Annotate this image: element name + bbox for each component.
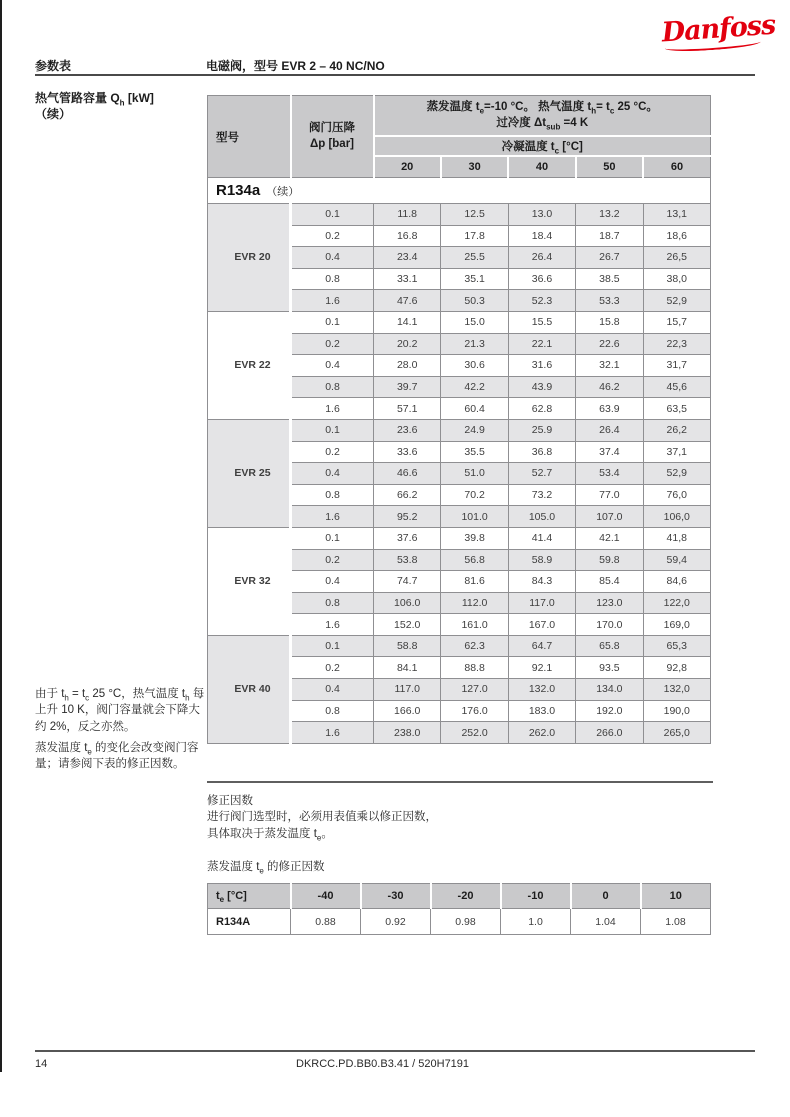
capacity-value: 37,1 <box>643 441 710 463</box>
column-header-pressure-drop <box>291 96 374 178</box>
capacity-title-line1: 热气管路容量 $Q_h$ [kW] <box>35 91 154 108</box>
capacity-value: 107.0 <box>576 506 643 528</box>
correction-factor: 0.92 <box>361 909 431 935</box>
capacity-value: 15,7 <box>643 311 710 333</box>
capacity-value: 132,0 <box>643 679 710 701</box>
capacity-value: 56.8 <box>441 549 508 571</box>
pressure-drop-value: 0.4 <box>291 679 374 701</box>
conditions-banner <box>374 96 711 136</box>
condensing-temp-30: 30 <box>441 156 508 178</box>
capacity-value: 183.0 <box>508 700 575 722</box>
capacity-row <box>208 204 711 226</box>
capacity-value: 70.2 <box>441 484 508 506</box>
footer-doc-number: DKRCC.PD.BB0.B3.41 / 520H7191 <box>296 1058 470 1070</box>
page-title: 电磁阀，型号 EVR 2 – 40 NC/NO <box>206 59 385 73</box>
capacity-value: 176.0 <box>441 700 508 722</box>
capacity-value: 192.0 <box>576 700 643 722</box>
capacity-value: 84.1 <box>374 657 441 679</box>
capacity-value: 53.3 <box>576 290 643 312</box>
capacity-value: 21.3 <box>441 333 508 355</box>
capacity-value: 65.8 <box>576 635 643 657</box>
correction-temp-10: 10 <box>641 884 711 909</box>
capacity-value: 134.0 <box>576 679 643 701</box>
capacity-value: 20.2 <box>374 333 441 355</box>
capacity-value: 84,6 <box>643 571 710 593</box>
capacity-value: 127.0 <box>441 679 508 701</box>
capacity-value: 37.4 <box>576 441 643 463</box>
capacity-value: 60.4 <box>441 398 508 420</box>
capacity-value: 93.5 <box>576 657 643 679</box>
capacity-value: 35.5 <box>441 441 508 463</box>
pressure-drop-value: 1.6 <box>291 614 374 636</box>
capacity-value: 52,9 <box>643 463 710 485</box>
pressure-drop-value: 1.6 <box>291 290 374 312</box>
capacity-value: 18,6 <box>643 225 710 247</box>
capacity-value: 117.0 <box>508 592 575 614</box>
capacity-value: 39.7 <box>374 376 441 398</box>
correction-factor: 1.08 <box>641 909 711 935</box>
correction-factor: 1.0 <box>501 909 571 935</box>
correction-factor: 1.04 <box>571 909 641 935</box>
capacity-value: 15.5 <box>508 311 575 333</box>
danfoss-logo <box>660 9 777 60</box>
capacity-value: 47.6 <box>374 290 441 312</box>
pressure-drop-value: 0.2 <box>291 549 374 571</box>
capacity-value: 53.4 <box>576 463 643 485</box>
capacity-value: 152.0 <box>374 614 441 636</box>
capacity-value: 53.8 <box>374 549 441 571</box>
footer-rule <box>35 1050 755 1052</box>
condensing-temp-50: 50 <box>576 156 643 178</box>
correction-temp--10: -10 <box>501 884 571 909</box>
capacity-value: 13.0 <box>508 204 575 226</box>
capacity-value: 41,8 <box>643 527 710 549</box>
pressure-drop-value: 0.1 <box>291 204 374 226</box>
capacity-value: 64.7 <box>508 635 575 657</box>
correction-table <box>207 883 711 935</box>
capacity-value: 74.7 <box>374 571 441 593</box>
column-header-model: 型号 <box>208 96 291 178</box>
pressure-drop-value: 0.8 <box>291 592 374 614</box>
capacity-value: 11.8 <box>374 204 441 226</box>
capacity-value: 39.8 <box>441 527 508 549</box>
capacity-value: 26,2 <box>643 419 710 441</box>
capacity-row <box>208 311 711 333</box>
capacity-value: 25.5 <box>441 247 508 269</box>
capacity-value: 52.3 <box>508 290 575 312</box>
pressure-drop-value: 0.4 <box>291 463 374 485</box>
capacity-value: 14.1 <box>374 311 441 333</box>
capacity-notes <box>35 686 209 773</box>
capacity-value: 170.0 <box>576 614 643 636</box>
capacity-value: 36.6 <box>508 268 575 290</box>
capacity-value: 46.6 <box>374 463 441 485</box>
pressure-drop-value: 0.8 <box>291 700 374 722</box>
correction-intro-line1: 进行阀门选型时，必须用表值乘以修正因数， <box>207 811 437 824</box>
correction-temp-0: 0 <box>571 884 641 909</box>
model-name: EVR 32 <box>208 527 291 635</box>
capacity-value: 106,0 <box>643 506 710 528</box>
capacity-value: 238.0 <box>374 722 441 744</box>
capacity-value: 262.0 <box>508 722 575 744</box>
capacity-value: 65,3 <box>643 635 710 657</box>
conditions-banner-line1: 蒸发温度 $t_e=-10$ °C。 热气温度 $t_h= t_c$ 25 °C。 <box>426 101 658 116</box>
capacity-value: 12.5 <box>441 204 508 226</box>
capacity-value: 59.8 <box>576 549 643 571</box>
correction-factor: 0.98 <box>431 909 501 935</box>
pressure-drop-value: 1.6 <box>291 722 374 744</box>
capacity-value: 57.1 <box>374 398 441 420</box>
pressure-drop-value: 0.1 <box>291 419 374 441</box>
capacity-row <box>208 419 711 441</box>
capacity-value: 33.6 <box>374 441 441 463</box>
header-rule <box>35 74 755 76</box>
capacity-value: 28.0 <box>374 355 441 377</box>
capacity-value: 161.0 <box>441 614 508 636</box>
pressure-drop-value: 0.2 <box>291 657 374 679</box>
capacity-title-line2: （续） <box>35 107 72 122</box>
correction-row-r134a <box>208 909 711 935</box>
capacity-value: 36.8 <box>508 441 575 463</box>
capacity-value: 22.1 <box>508 333 575 355</box>
capacity-title <box>35 90 207 122</box>
correction-intro <box>207 793 437 842</box>
capacity-note-2: 蒸发温度 $t_e$ 的变化会改变阀门容量；请参阅下表的修正因数。 <box>35 741 199 771</box>
pressure-drop-value: 1.6 <box>291 506 374 528</box>
capacity-value: 132.0 <box>508 679 575 701</box>
pressure-drop-value: 0.4 <box>291 355 374 377</box>
capacity-value: 166.0 <box>374 700 441 722</box>
capacity-table <box>207 95 711 744</box>
capacity-value: 252.0 <box>441 722 508 744</box>
capacity-value: 31.6 <box>508 355 575 377</box>
pressure-drop-value: 0.8 <box>291 484 374 506</box>
capacity-value: 42.1 <box>576 527 643 549</box>
capacity-value: 62.8 <box>508 398 575 420</box>
condensing-temp-20: 20 <box>374 156 441 178</box>
capacity-value: 51.0 <box>441 463 508 485</box>
correction-temp--20: -20 <box>431 884 501 909</box>
capacity-value: 76,0 <box>643 484 710 506</box>
capacity-value: 105.0 <box>508 506 575 528</box>
correction-temp--40: -40 <box>291 884 361 909</box>
capacity-value: 52.7 <box>508 463 575 485</box>
capacity-value: 81.6 <box>441 571 508 593</box>
capacity-value: 122,0 <box>643 592 710 614</box>
capacity-value: 16.8 <box>374 225 441 247</box>
correction-factor: 0.88 <box>291 909 361 935</box>
correction-heading: 修正因数 <box>207 795 253 807</box>
capacity-value: 92.1 <box>508 657 575 679</box>
capacity-value: 45,6 <box>643 376 710 398</box>
capacity-value: 265,0 <box>643 722 710 744</box>
pressure-drop-value: 0.4 <box>291 247 374 269</box>
condensing-temp-60: 60 <box>643 156 710 178</box>
capacity-value: 33.1 <box>374 268 441 290</box>
capacity-value: 59,4 <box>643 549 710 571</box>
condensing-temp-40: 40 <box>508 156 575 178</box>
capacity-value: 26.4 <box>576 419 643 441</box>
model-name: EVR 20 <box>208 204 291 312</box>
capacity-value: 18.7 <box>576 225 643 247</box>
pressure-drop-value: 0.1 <box>291 635 374 657</box>
section-label: 参数表 <box>35 59 72 73</box>
capacity-value: 66.2 <box>374 484 441 506</box>
model-name: EVR 40 <box>208 635 291 743</box>
capacity-value: 50.3 <box>441 290 508 312</box>
capacity-value: 266.0 <box>576 722 643 744</box>
pressure-drop-value: 0.8 <box>291 376 374 398</box>
conditions-banner-line2: 过冷度 $\Delta t_{sub} =4$ K <box>496 117 589 132</box>
capacity-value: 37.6 <box>374 527 441 549</box>
capacity-value: 26.7 <box>576 247 643 269</box>
capacity-value: 169,0 <box>643 614 710 636</box>
capacity-note-1: 由于 $t_h = t_c$ 25 °C，热气温度 $t_h$ 每上升 10 K，阀门容量就会下降大约 2%，反之亦然。 <box>35 688 205 733</box>
capacity-row <box>208 635 711 657</box>
scan-edge-artifact <box>0 0 2 1072</box>
pressure-drop-label-line1: 阀门压降 <box>309 121 355 134</box>
model-name: EVR 25 <box>208 419 291 527</box>
capacity-value: 88.8 <box>441 657 508 679</box>
capacity-value: 42.2 <box>441 376 508 398</box>
footer-page-number: 14 <box>35 1058 48 1070</box>
capacity-value: 101.0 <box>441 506 508 528</box>
capacity-value: 62.3 <box>441 635 508 657</box>
capacity-value: 52,9 <box>643 290 710 312</box>
capacity-value: 17.8 <box>441 225 508 247</box>
condensing-temp-header: 冷凝温度 $t_c$ [°C] <box>374 136 711 156</box>
capacity-value: 190,0 <box>643 700 710 722</box>
capacity-value: 123.0 <box>576 592 643 614</box>
capacity-value: 58.8 <box>374 635 441 657</box>
pressure-drop-value: 1.6 <box>291 398 374 420</box>
capacity-value: 73.2 <box>508 484 575 506</box>
correction-row-label: R134A <box>208 909 291 935</box>
capacity-value: 167.0 <box>508 614 575 636</box>
pressure-drop-value: 0.4 <box>291 571 374 593</box>
model-name: EVR 22 <box>208 311 291 419</box>
capacity-value: 117.0 <box>374 679 441 701</box>
capacity-value: 38,0 <box>643 268 710 290</box>
pressure-drop-value: 0.2 <box>291 225 374 247</box>
capacity-value: 15.8 <box>576 311 643 333</box>
correction-temp--30: -30 <box>361 884 431 909</box>
capacity-value: 84.3 <box>508 571 575 593</box>
capacity-value: 18.4 <box>508 225 575 247</box>
capacity-table-body <box>208 204 711 744</box>
pressure-drop-value: 0.8 <box>291 268 374 290</box>
pressure-drop-value: 0.1 <box>291 527 374 549</box>
refrigerant-section-header <box>208 178 711 204</box>
capacity-value: 13.2 <box>576 204 643 226</box>
capacity-value: 13,1 <box>643 204 710 226</box>
capacity-value: 63,5 <box>643 398 710 420</box>
capacity-value: 32.1 <box>576 355 643 377</box>
capacity-value: 22,3 <box>643 333 710 355</box>
capacity-value: 46.2 <box>576 376 643 398</box>
capacity-value: 35.1 <box>441 268 508 290</box>
capacity-value: 112.0 <box>441 592 508 614</box>
correction-header-te: $t_e$ [°C] <box>208 884 291 909</box>
capacity-value: 26,5 <box>643 247 710 269</box>
capacity-value: 58.9 <box>508 549 575 571</box>
capacity-value: 85.4 <box>576 571 643 593</box>
refrigerant-continued-suffix: （续） <box>266 186 300 198</box>
pressure-drop-value: 0.1 <box>291 311 374 333</box>
pressure-drop-label-line2: Δp [bar] <box>309 137 355 150</box>
capacity-value: 26.4 <box>508 247 575 269</box>
capacity-value: 106.0 <box>374 592 441 614</box>
pressure-drop-value: 0.2 <box>291 441 374 463</box>
pressure-drop-value: 0.2 <box>291 333 374 355</box>
capacity-value: 31,7 <box>643 355 710 377</box>
capacity-value: 30.6 <box>441 355 508 377</box>
capacity-value: 92,8 <box>643 657 710 679</box>
refrigerant-name: R134a <box>216 182 261 199</box>
capacity-value: 38.5 <box>576 268 643 290</box>
capacity-value: 23.6 <box>374 419 441 441</box>
correction-table-title: 蒸发温度 $t_e$ 的修正因数 <box>207 861 325 876</box>
capacity-value: 15.0 <box>441 311 508 333</box>
capacity-value: 63.9 <box>576 398 643 420</box>
danfoss-logo-text: Danfoss <box>660 9 777 49</box>
capacity-value: 41.4 <box>508 527 575 549</box>
capacity-value: 43.9 <box>508 376 575 398</box>
section-divider-rule <box>207 781 713 783</box>
capacity-value: 95.2 <box>374 506 441 528</box>
capacity-row <box>208 527 711 549</box>
capacity-value: 23.4 <box>374 247 441 269</box>
capacity-value: 25.9 <box>508 419 575 441</box>
correction-intro-line2: 具体取决于蒸发温度 $t_e$。 <box>207 827 333 842</box>
capacity-value: 22.6 <box>576 333 643 355</box>
capacity-value: 77.0 <box>576 484 643 506</box>
capacity-value: 24.9 <box>441 419 508 441</box>
